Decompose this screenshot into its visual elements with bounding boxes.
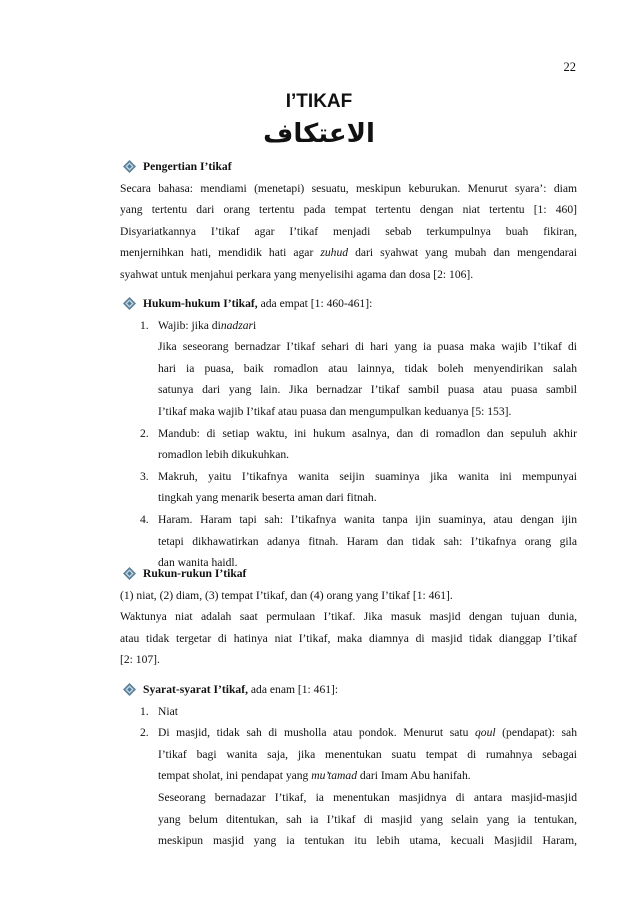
list-item: 1. Wajib: jika dinadzari Jika seseorang bernadzar I’tikaf sehari di hari yang ia puasa maka wajib I’tikaf di hari ia puasa, baik romadlon atau lainnya, tidak boleh menyendirikan salah satunya dari yang lain. Jika bernadzar I’tikaf sambil puasa atau puasa sambil I’tikaf maka wajib I’tikaf atau puasa dan mengumpulkan keduanya [5: 153]. (120, 315, 577, 423)
list-item: 4. Haram. Haram tapi sah: I’tikafnya wanita tanpa ijin suaminya, atau dengan ijin tetapi dikhawatirkan adanya fitnah. Haram dan tidak sah: I’tikafnya orang gila dan wanita haidl. (120, 509, 577, 574)
list-item: 1. Niat (120, 701, 577, 723)
text-line: yang tertentu dari orang tertentu pada tempat tertentu dengan niat tertentu [1: 460] (120, 203, 577, 217)
section-heading: Syarat-syarat I’tikaf, ada enam [1: 461]: (120, 679, 577, 701)
text-line: I’tikaf bagi wanita saja, jika menentukan suatu tempat di rumahnya sebagai (158, 747, 577, 761)
text-line: meskipun masjid yang ia tentukan itu lebih utama, kecuali Masjidil Haram, (158, 834, 577, 848)
page-number: 22 (563, 60, 576, 74)
list-item: 2. Di masjid, tidak sah di musholla atau pondok. Menurut satu qoul (pendapat): sah I’tikaf bagi wanita saja, jika menentukan suatu tempat di rumahnya sebagai tempat sholat, ini pendapat yang mu’tamad dari Imam Abu hanifah. Seseorang bernadazar I’tikaf, ia menentukan masjidnya di antara masjid-masjid yang belum ditentukan, sah ia I’tikaf di masjid yang selain yang ia tentukan, meskipun masjid yang ia tentukan itu lebih utama, kecuali Masjidil Haram, (120, 722, 577, 852)
arabic-title: الاعتكاف (263, 119, 375, 149)
text-line: Disyariatkannya I’tikaf agar I’tikaf menjadi sebab terkumpulnya buah fikiran, (120, 224, 577, 238)
text-line: syahwat untuk menjahui perkara yang menyelisihi agama dan dosa [2: 106]. (120, 267, 474, 281)
text-line: yang belum ditentukan, sah ia I’tikaf di masjid yang selain yang ia tentukan, (158, 812, 577, 826)
text-line: tingkah yang menarik beserta aman dari fitnah. (158, 491, 377, 505)
text-line: Waktunya niat adalah saat permulaan I’tikaf. Jika masuk masjid dengan tujuan dunia, (120, 610, 577, 624)
section-heading (120, 156, 577, 178)
text-line: Mandub: di setiap waktu, ini hukum asalnya, dan di romadlon dan sepuluh akhir (158, 426, 577, 440)
text-line: satunya dari yang lain. Jika bernadzar I’tikaf sambil puasa atau puasa sambil (158, 383, 577, 397)
text-line: Haram. Haram tapi sah: I’tikafnya wanita tanpa ijin suaminya, atau dengan ijin (158, 512, 577, 526)
text-line: Jika seseorang bernadzar I’tikaf sehari di hari yang ia puasa maka wajib I’tikaf di (158, 340, 577, 354)
section-rukun (120, 563, 577, 671)
heading-text: Pengertian I’tikaf (143, 160, 232, 173)
text-line: tempat sholat, ini pendapat yang mu’tamad dari Imam Abu hanifah. (158, 769, 471, 783)
text-line: hari ia puasa, baik romadlon atau lainnya, tidak boleh menyendirikan salah (158, 361, 577, 375)
section-pengertian (120, 156, 577, 286)
text-line: Makruh, yaitu I’tikafnya wanita seijin suaminya jika wanita ini mempunyai (158, 469, 577, 483)
diamond-bullet-icon (123, 567, 136, 580)
section-heading: Hukum-hukum I’tikaf, ada empat [1: 460-461]: (120, 293, 577, 315)
text-line: tetapi dikhawatirkan adanya fitnah. Haram dan tidak sah: I’tikafnya orang gila (158, 534, 577, 548)
text-line: [2: 107]. (120, 653, 160, 667)
page-title: I’TIKAF (285, 91, 353, 112)
diamond-bullet-icon (123, 683, 136, 696)
section-syarat (120, 679, 577, 852)
text-line: atau tidak tergetar di hatinya niat I’tikaf, maka diamnya di masjid tidak dianggap I’tikaf (120, 631, 577, 645)
diamond-bullet-icon (123, 297, 136, 310)
diamond-bullet-icon (123, 160, 136, 173)
text-line: Niat (158, 704, 178, 718)
heading-text: Syarat-syarat I’tikaf, (143, 683, 248, 696)
text-line: (1) niat, (2) diam, (3) tempat I’tikaf, dan (4) orang yang I’tikaf [1: 461]. (120, 588, 453, 602)
section-hukum (120, 293, 577, 574)
text-line: dan wanita haidl. (158, 556, 238, 570)
text-line: Secara bahasa: mendiami (menetapi) sesuatu, meskipun keburukan. Menurut syara’: diam (120, 181, 577, 195)
section-heading (120, 563, 577, 585)
text-line: menjernihkan hati, mendidik hati agar zuhud dari syahwat yang mubah dan mengendarai (120, 246, 577, 260)
heading-text: Rukun-rukun I’tikaf (143, 567, 247, 580)
list-item: 3. Makruh, yaitu I’tikafnya wanita seijin suaminya jika wanita ini mempunyai tingkah yang menarik beserta aman dari fitnah. (120, 466, 577, 509)
list-item: 2. Mandub: di setiap waktu, ini hukum asalnya, dan di romadlon dan sepuluh akhir romadlon lebih dikukuhkan. (120, 423, 577, 466)
text-line: Di masjid, tidak sah di musholla atau pondok. Menurut satu qoul (pendapat): sah (158, 726, 577, 740)
text-line: I’tikaf maka wajib I’tikaf atau puasa dan mengumpulkan keduanya [5: 153]. (158, 404, 512, 418)
heading-text: Hukum-hukum I’tikaf, (143, 297, 258, 310)
text-line: Seseorang bernadazar I’tikaf, ia menentukan masjidnya di antara masjid-masjid (158, 790, 577, 804)
text-line: romadlon lebih dikukuhkan. (158, 448, 290, 462)
